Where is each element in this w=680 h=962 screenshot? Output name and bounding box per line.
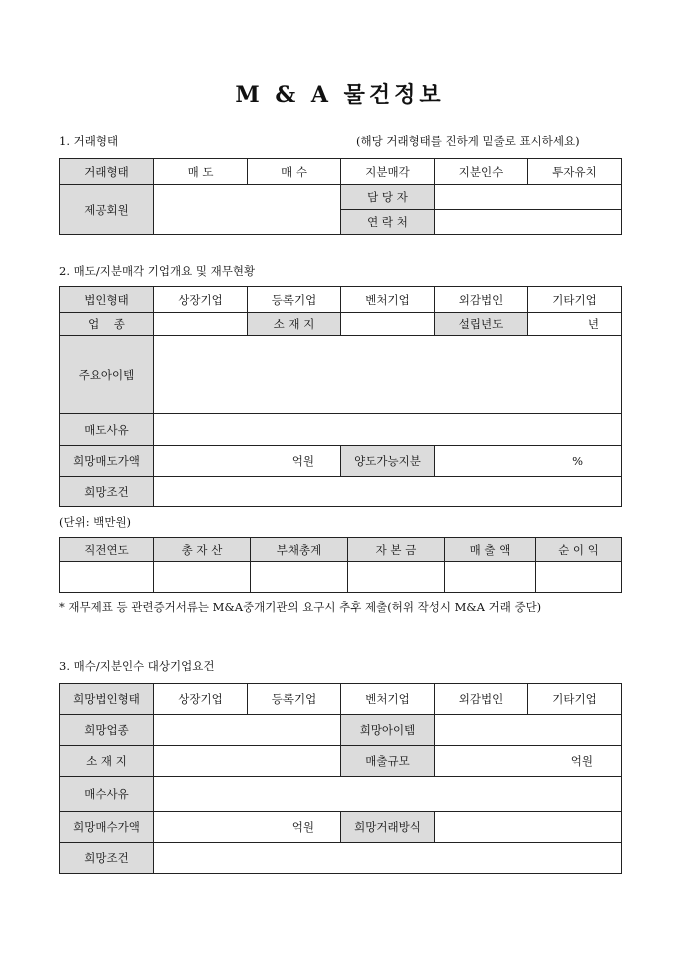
fin-prev-year-field[interactable] [60, 562, 154, 593]
desired-price-field[interactable]: 억원 [154, 446, 341, 477]
buy-type-venture[interactable]: 벤처기업 [341, 684, 435, 715]
option-sell[interactable]: 매 도 [154, 159, 248, 185]
buy-type-other[interactable]: 기타기업 [528, 684, 622, 715]
footnote: * 재무제표 등 관련증거서류는 M&A중개기관의 요구시 추후 제출(허위 작성시 M&A 거래 중단) [59, 600, 542, 614]
location-field[interactable] [341, 313, 435, 336]
desired-type-label: 희망법인형태 [60, 684, 154, 715]
contact-person-field[interactable] [435, 185, 622, 210]
financial-table [59, 537, 622, 593]
deal-method-field[interactable] [435, 812, 622, 843]
desired-price-label: 희망매도가액 [60, 446, 154, 477]
desired-industry-field[interactable] [154, 715, 341, 746]
contact-person-label: 담 당 자 [341, 185, 435, 210]
buy-desired-price-label: 희망매수가액 [60, 812, 154, 843]
fin-header-total-liabilities: 부채총계 [251, 538, 348, 562]
buy-desired-price-field[interactable]: 억원 [154, 812, 341, 843]
buy-type-audited[interactable]: 외감법인 [435, 684, 528, 715]
section1-heading: 1. 거래형태 [59, 134, 119, 148]
industry-label: 업 종 [60, 313, 154, 336]
option-investment[interactable]: 투자유치 [528, 159, 622, 185]
fin-header-prev-year: 직전연도 [60, 538, 154, 562]
fin-header-capital: 자 본 금 [348, 538, 445, 562]
trade-type-table [59, 158, 622, 235]
section2-heading: 2. 매도/지분매각 기업개요 및 재무현황 [59, 264, 256, 278]
sale-reason-label: 매도사유 [60, 414, 154, 446]
sale-reason-field[interactable] [154, 414, 622, 446]
contact-field[interactable] [435, 210, 622, 235]
type-audited[interactable]: 외감법인 [435, 287, 528, 313]
company-type-label: 법인형태 [60, 287, 154, 313]
buy-location-field[interactable] [154, 746, 341, 777]
option-buy[interactable]: 매 수 [248, 159, 341, 185]
fin-total-liabilities-field[interactable] [251, 562, 348, 593]
option-equity-sale[interactable]: 지분매각 [341, 159, 435, 185]
section1-instruction: (해당 거래형태를 진하게 밑줄로 표시하세요) [356, 134, 580, 148]
trade-type-label: 거래형태 [60, 159, 154, 185]
main-item-field[interactable] [154, 336, 622, 414]
desired-item-label: 희망아이템 [341, 715, 435, 746]
purchase-reason-field[interactable] [154, 777, 622, 812]
main-item-label: 주요아이템 [60, 336, 154, 414]
type-venture[interactable]: 벤처기업 [341, 287, 435, 313]
buyer-requirements-table [59, 683, 622, 874]
deal-method-label: 희망거래방식 [341, 812, 435, 843]
buy-type-registered[interactable]: 등록기업 [248, 684, 341, 715]
buy-location-label: 소 재 지 [60, 746, 154, 777]
transferable-share-label: 양도가능지분 [341, 446, 435, 477]
buy-type-listed[interactable]: 상장기업 [154, 684, 248, 715]
founded-field[interactable]: 년 [528, 313, 622, 336]
section3-heading: 3. 매수/지분인수 대상기업요건 [59, 659, 215, 673]
industry-field[interactable] [154, 313, 248, 336]
provider-field[interactable] [154, 185, 341, 235]
location-label: 소 재 지 [248, 313, 341, 336]
type-registered[interactable]: 등록기업 [248, 287, 341, 313]
fin-total-assets-field[interactable] [154, 562, 251, 593]
fin-sales-field[interactable] [445, 562, 536, 593]
page-title: M & A 물건정보 [235, 82, 445, 108]
desired-item-field[interactable] [435, 715, 622, 746]
unit-note: (단위: 백만원) [59, 515, 132, 529]
fin-header-net-income: 순 이 익 [536, 538, 622, 562]
founded-label: 설립년도 [435, 313, 528, 336]
desired-conditions-field[interactable] [154, 477, 622, 507]
contact-label: 연 락 처 [341, 210, 435, 235]
option-equity-acquisition[interactable]: 지분인수 [435, 159, 528, 185]
fin-header-sales: 매 출 액 [445, 538, 536, 562]
type-other[interactable]: 기타기업 [528, 287, 622, 313]
sales-scale-field[interactable]: 억원 [435, 746, 622, 777]
desired-industry-label: 희망업종 [60, 715, 154, 746]
desired-conditions-label: 희망조건 [60, 477, 154, 507]
fin-header-total-assets: 총 자 산 [154, 538, 251, 562]
purchase-reason-label: 매수사유 [60, 777, 154, 812]
fin-capital-field[interactable] [348, 562, 445, 593]
fin-net-income-field[interactable] [536, 562, 622, 593]
provider-label: 제공회원 [60, 185, 154, 235]
buy-desired-conditions-field[interactable] [154, 843, 622, 874]
seller-company-table [59, 286, 622, 507]
sales-scale-label: 매출규모 [341, 746, 435, 777]
transferable-share-field[interactable]: % [435, 446, 622, 477]
buy-desired-conditions-label: 희망조건 [60, 843, 154, 874]
type-listed[interactable]: 상장기업 [154, 287, 248, 313]
